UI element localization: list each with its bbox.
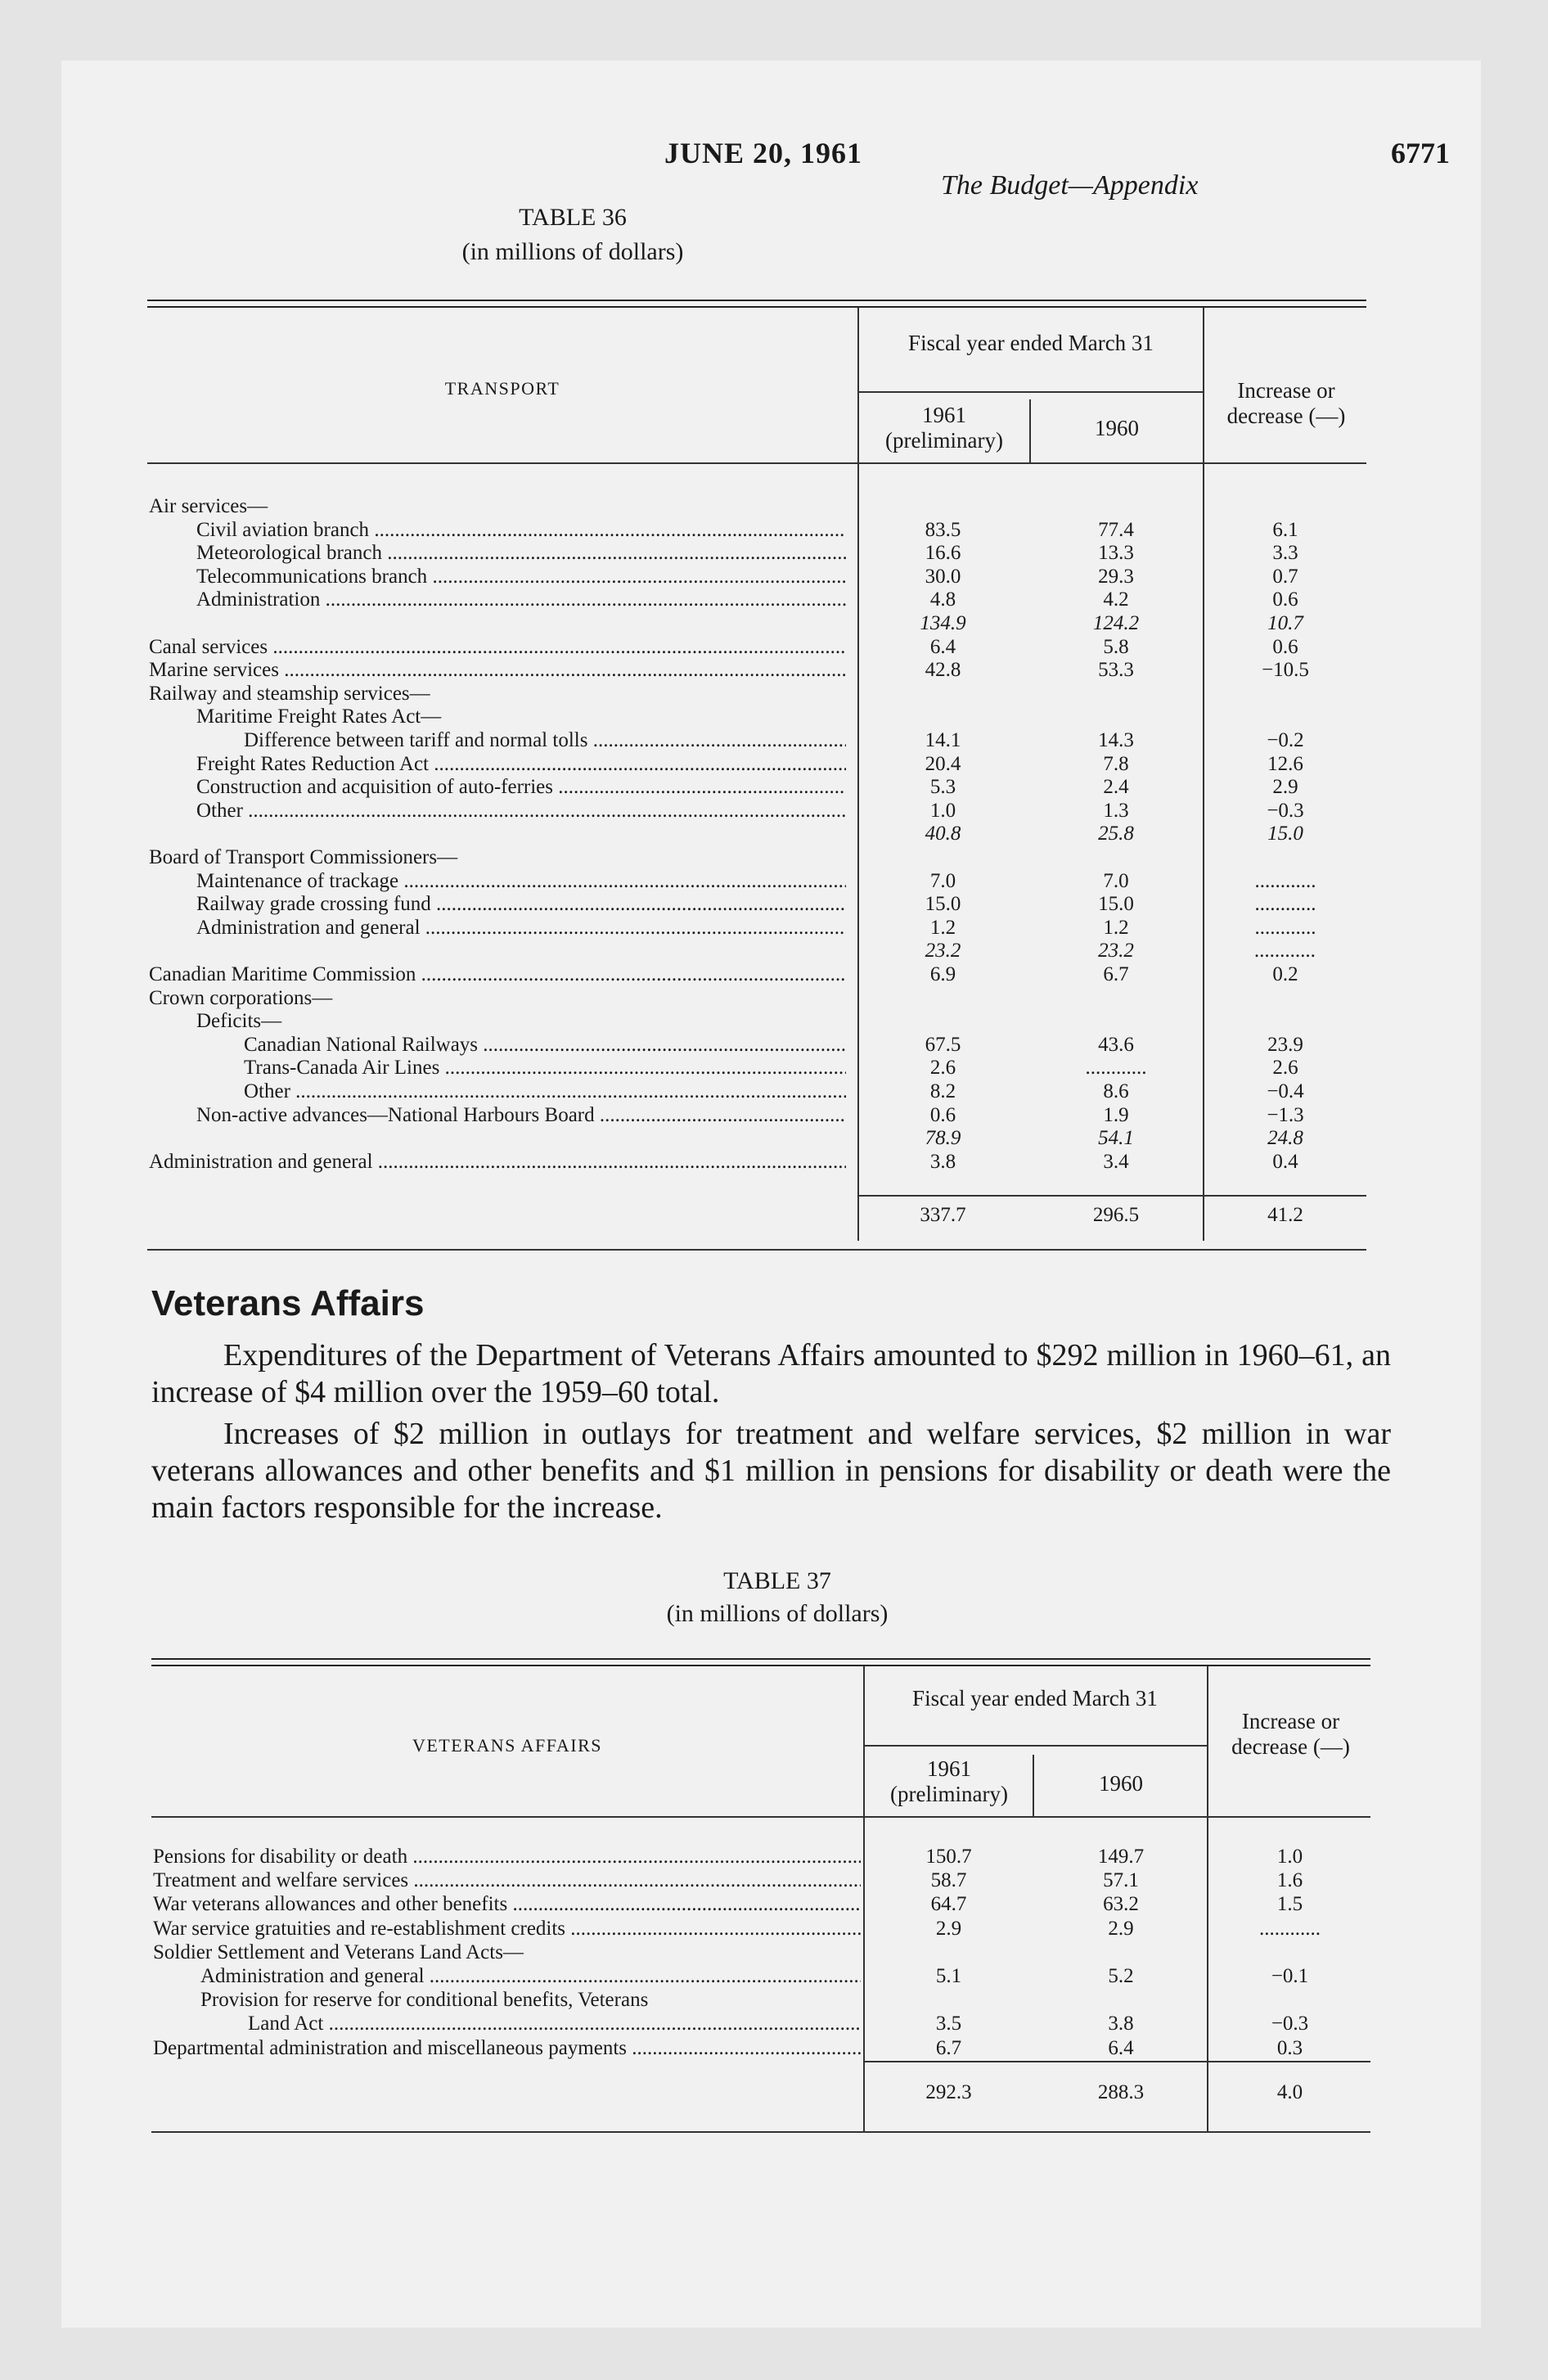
value-1960: 63.2 (1103, 1893, 1139, 1916)
value-change: ............ (1254, 869, 1316, 892)
value-1960: 23.2 (1098, 940, 1134, 962)
table37-group-rule (863, 1745, 1207, 1747)
table36-col-1960: 1960 (1095, 416, 1139, 440)
row-label: Administration and general ..... (196, 917, 846, 940)
section-title: Veterans Affairs (151, 1283, 425, 1323)
table36-caption: TABLE 36 (519, 204, 627, 231)
row-label: Canal services ..... (149, 636, 846, 659)
value-1961: 5.1 (935, 1965, 962, 1987)
value-1961: 4.8 (929, 588, 956, 611)
row-label: Railway and steamship services— (149, 682, 430, 705)
value-1961: 67.5 (925, 1033, 961, 1056)
value-change: ............ (1254, 940, 1316, 962)
value-1961: 1.0 (929, 799, 956, 822)
table36-header-rule (147, 462, 1366, 464)
table37-header-rule (151, 1816, 1370, 1818)
table36-group-rule (857, 391, 1203, 393)
value-1961: 150.7 (925, 1846, 972, 1868)
value-1960: 14.3 (1098, 729, 1134, 751)
value-1961: 2.9 (935, 1917, 962, 1940)
value-change: 1.5 (1276, 1893, 1303, 1916)
value-1961: 42.8 (925, 659, 961, 682)
table36-section-label: TRANSPORT (444, 378, 560, 399)
table37-units: (in millions of dollars) (666, 1600, 889, 1627)
value-1960: 7.8 (1103, 752, 1129, 775)
row-label: Administration and general ..... (149, 1151, 846, 1174)
value-change: 0.4 (1272, 1150, 1298, 1173)
value-1960: 1.3 (1103, 799, 1129, 822)
table36-total-change: 41.2 (1267, 1204, 1303, 1226)
table37-section-label: VETERANS AFFAIRS (412, 1735, 603, 1756)
value-change: −0.2 (1267, 729, 1304, 751)
table37-col-group: Fiscal year ended March 31 (912, 1686, 1158, 1711)
value-1960: 53.3 (1098, 659, 1134, 682)
table36-col-change: Increase or decrease (—) (1226, 378, 1346, 429)
value-1960: 54.1 (1098, 1127, 1134, 1150)
row-label: Crown corporations— (149, 986, 333, 1009)
table37-col-divider (1207, 1666, 1208, 2133)
table36-col-1961: 1961 (preliminary) (885, 403, 1003, 453)
table36-bottom-rule (147, 1249, 1366, 1251)
value-1960: 2.9 (1108, 1917, 1134, 1940)
value-1960: 29.3 (1098, 565, 1134, 588)
row-label: Departmental administration and miscellaneous payments ..... (153, 2037, 861, 2060)
value-change: ............ (1254, 893, 1316, 916)
value-1960: 5.8 (1103, 635, 1129, 658)
value-change: 24.8 (1267, 1127, 1303, 1150)
value-1960: 13.3 (1098, 542, 1134, 565)
value-1961: 2.6 (929, 1057, 956, 1080)
table36-total-rule (857, 1195, 1366, 1197)
table37-top-rule (151, 1658, 1370, 1666)
value-1961: 3.5 (935, 2013, 962, 2035)
row-label: Telecommunications branch ..... (196, 566, 846, 588)
row-label: Marine services ..... (149, 659, 846, 682)
value-1961: 16.6 (925, 542, 961, 565)
row-label: Maintenance of trackage ..... (196, 870, 846, 893)
row-label: Meteorological branch ..... (196, 542, 846, 565)
table37-col-change: Increase or decrease (—) (1231, 1709, 1350, 1760)
value-1961: 14.1 (925, 729, 961, 751)
table37-total-1961: 292.3 (925, 2081, 972, 2103)
value-1960: 3.8 (1108, 2013, 1134, 2035)
row-label: Land Act ..... (248, 2013, 861, 2035)
value-change: 6.1 (1272, 518, 1298, 541)
value-change: 1.0 (1276, 1846, 1303, 1868)
row-label: Deficits— (196, 1010, 282, 1033)
value-1961: 83.5 (925, 518, 961, 541)
value-change: 10.7 (1267, 612, 1303, 634)
row-label: Non-active advances—National Harbours Board ..... (196, 1104, 846, 1127)
value-change: 15.0 (1267, 823, 1303, 845)
value-1960: 8.6 (1103, 1080, 1129, 1102)
value-1961: 78.9 (925, 1127, 961, 1150)
value-1960: 43.6 (1098, 1033, 1134, 1056)
table37-bottom-rule (151, 2131, 1370, 2133)
value-change: 0.3 (1276, 2036, 1303, 2059)
row-label: War service gratuities and re-establishment credits ..... (153, 1918, 861, 1941)
table37-col-divider (1033, 1755, 1034, 1817)
value-1960: 6.4 (1108, 2036, 1134, 2059)
value-change: −0.4 (1267, 1080, 1304, 1102)
value-1960: 149.7 (1097, 1846, 1145, 1868)
table36-col-divider (1029, 399, 1031, 463)
row-label: Treatment and welfare services ..... (153, 1869, 861, 1892)
row-label: Difference between tariff and normal tolls ..... (244, 729, 846, 752)
table37-caption: TABLE 37 (723, 1567, 831, 1594)
row-label: Board of Transport Commissioners— (149, 846, 458, 868)
value-1960: 2.4 (1103, 776, 1129, 799)
section-paragraph: Expenditures of the Department of Veterans Affairs amounted to $292 million in 1960–61, an increase of $4 million over the 1959–60 total. (151, 1338, 1391, 1409)
table36-units: (in millions of dollars) (461, 238, 684, 265)
value-change: 12.6 (1267, 752, 1303, 775)
value-1961: 30.0 (925, 565, 961, 588)
value-1960: 1.9 (1103, 1103, 1129, 1126)
row-label: Other ..... (196, 800, 846, 823)
row-label: Provision for reserve for conditional benefits, Veterans (200, 1989, 649, 2012)
row-label: Freight Rates Reduction Act ..... (196, 753, 846, 776)
row-label: Other ..... (244, 1080, 846, 1103)
row-label: Canadian Maritime Commission ..... (149, 963, 846, 986)
table36-total-1961: 337.7 (920, 1204, 966, 1226)
header-date: JUNE 20, 1961 (664, 137, 863, 169)
table37-total-change: 4.0 (1276, 2081, 1303, 2103)
row-label: Administration and general ..... (200, 1965, 861, 1988)
table36-top-rule (147, 300, 1366, 308)
value-1960: 4.2 (1103, 588, 1129, 611)
value-1961: 1.2 (929, 916, 956, 939)
row-label: Railway grade crossing fund ..... (196, 893, 846, 916)
table36-col-group: Fiscal year ended March 31 (908, 331, 1154, 355)
table37-total-rule (863, 2061, 1370, 2062)
row-label: Air services— (149, 495, 268, 517)
value-1960: 57.1 (1103, 1869, 1139, 1892)
value-1961: 6.7 (935, 2036, 962, 2059)
value-1961: 23.2 (925, 940, 961, 962)
row-label: Administration ..... (196, 588, 846, 611)
value-change: 0.7 (1272, 565, 1298, 588)
value-1961: 40.8 (925, 823, 961, 845)
value-change: −10.5 (1262, 659, 1309, 682)
value-change: 23.9 (1267, 1033, 1303, 1056)
row-label: War veterans allowances and other benefits ..... (153, 1893, 861, 1916)
value-1960: 7.0 (1103, 869, 1129, 892)
row-label: Construction and acquisition of auto-ferries ..... (196, 776, 846, 799)
table37-total-1960: 288.3 (1097, 2081, 1145, 2103)
value-1961: 8.2 (929, 1080, 956, 1102)
value-change: 1.6 (1276, 1869, 1303, 1892)
value-1961: 134.9 (920, 612, 966, 634)
table37-col-1961: 1961 (preliminary) (890, 1756, 1008, 1807)
value-1961: 3.8 (929, 1150, 956, 1173)
value-1960: 3.4 (1103, 1150, 1129, 1173)
value-1960: 1.2 (1103, 916, 1129, 939)
value-change: ............ (1254, 916, 1316, 939)
value-1961: 64.7 (930, 1893, 967, 1916)
value-change: −1.3 (1267, 1103, 1304, 1126)
value-1961: 5.3 (929, 776, 956, 799)
value-1961: 20.4 (925, 752, 961, 775)
value-1960: 6.7 (1103, 963, 1129, 985)
value-1961: 58.7 (930, 1869, 967, 1892)
row-label: Trans-Canada Air Lines ..... (244, 1057, 846, 1080)
value-1960: 25.8 (1098, 823, 1134, 845)
value-change: 0.2 (1272, 963, 1298, 985)
section-paragraph: Increases of $2 million in outlays for treatment and welfare services, $2 million in war veterans allowances and other benefits and $1 million in pensions for disability or death were the main factors responsible for the increase. (151, 1417, 1391, 1525)
value-change: −0.3 (1271, 2013, 1309, 2035)
row-label: Pensions for disability or death ..... (153, 1846, 861, 1868)
value-1961: 6.4 (929, 635, 956, 658)
value-1960: 77.4 (1098, 518, 1134, 541)
value-change: −0.1 (1271, 1965, 1309, 1987)
value-1960: 15.0 (1098, 893, 1134, 916)
value-1960: 5.2 (1108, 1965, 1134, 1987)
value-1960: ............ (1085, 1057, 1147, 1080)
value-1961: 0.6 (929, 1103, 956, 1126)
value-change: 2.6 (1272, 1057, 1298, 1080)
row-label: Soldier Settlement and Veterans Land Acts— (153, 1941, 524, 1963)
value-change: −0.3 (1267, 799, 1304, 822)
value-change: 2.9 (1272, 776, 1298, 799)
value-1961: 15.0 (925, 893, 961, 916)
value-change: 0.6 (1272, 635, 1298, 658)
value-1961: 6.9 (929, 963, 956, 985)
value-change: 3.3 (1272, 542, 1298, 565)
value-1960: 124.2 (1092, 612, 1140, 634)
row-label: Canadian National Railways ..... (244, 1034, 846, 1057)
value-change: ............ (1259, 1917, 1321, 1940)
header-subtitle: The Budget—Appendix (941, 170, 1199, 201)
row-label: Maritime Freight Rates Act— (196, 705, 442, 728)
value-change: 0.6 (1272, 588, 1298, 611)
value-1961: 7.0 (929, 869, 956, 892)
row-label: Civil aviation branch ..... (196, 519, 846, 542)
table37-col-1960: 1960 (1099, 1771, 1143, 1796)
header-page-number: 6771 (1391, 137, 1450, 169)
table36-total-1960: 296.5 (1092, 1204, 1140, 1226)
